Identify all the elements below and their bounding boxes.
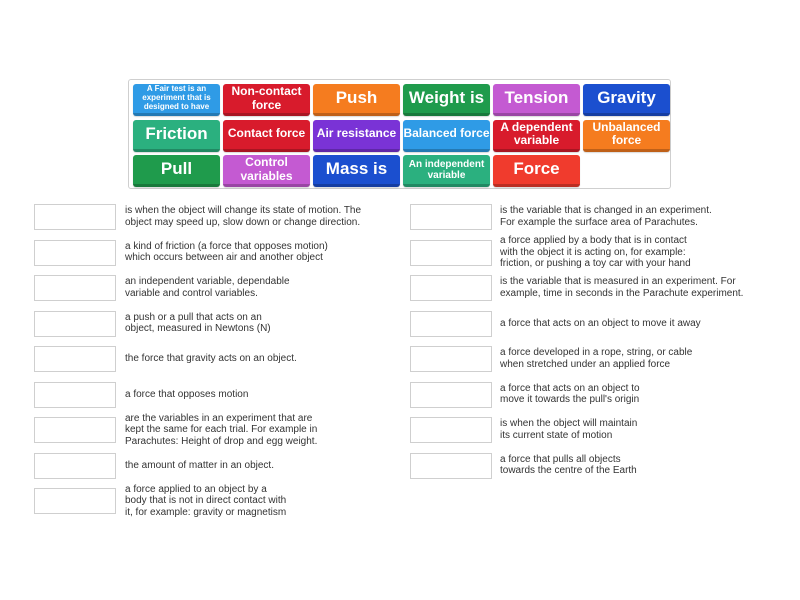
right-description: a force that pulls all objects towards the centre of the Earth xyxy=(500,453,637,477)
left-drop-box[interactable] xyxy=(34,204,116,230)
right-drop-box[interactable] xyxy=(410,204,492,230)
right-drop-box[interactable] xyxy=(410,417,492,443)
left-description: a kind of friction (a force that opposes motion) which occurs between air and another object xyxy=(125,240,328,264)
answer-tile[interactable]: Non-contact force xyxy=(223,84,310,116)
answer-tile[interactable]: Air resistance xyxy=(313,120,400,152)
left-description: an independent variable, dependable variable and control variables. xyxy=(125,276,290,299)
left-drop-box[interactable] xyxy=(34,346,116,372)
answer-tile[interactable]: Unbalanced force xyxy=(583,120,670,152)
left-drop-box[interactable] xyxy=(34,488,116,514)
word-bank xyxy=(128,79,671,189)
left-description: a force applied to an object by a body that is not in direct contact with it, for example: gravity or magnetism xyxy=(125,483,287,518)
right-drop-box[interactable] xyxy=(410,240,492,266)
left-drop-box[interactable] xyxy=(34,311,116,337)
answer-tile[interactable]: Contact force xyxy=(223,120,310,152)
left-drop-box[interactable] xyxy=(34,382,116,408)
right-description: a force developed in a rope, string, or cable when stretched under an applied force xyxy=(500,347,693,370)
answer-tile[interactable]: Control variables xyxy=(223,155,310,187)
answer-tile[interactable]: Balanced force xyxy=(403,120,490,152)
left-drop-box[interactable] xyxy=(34,240,116,266)
left-description: the force that gravity acts on an object. xyxy=(125,353,297,365)
answer-tile[interactable]: Weight is xyxy=(403,84,490,116)
left-description: a force that opposes motion xyxy=(125,388,249,400)
right-drop-box[interactable] xyxy=(410,311,492,337)
right-description: is the variable that is measured in an experiment. For example, time in seconds in the Parachute experiment. xyxy=(500,276,744,299)
answer-tile[interactable]: Friction xyxy=(133,120,220,152)
right-drop-box[interactable] xyxy=(410,453,492,479)
answer-tile[interactable]: Force xyxy=(493,155,580,187)
answer-tile[interactable]: Mass is xyxy=(313,155,400,187)
left-description: is when the object will change its state of motion. The object may speed up, slow down or change direction. xyxy=(125,205,362,228)
left-description: a push or a pull that acts on an object, measured in Newtons (N) xyxy=(125,311,271,335)
left-drop-box[interactable] xyxy=(34,417,116,443)
right-description: a force applied by a body that is in contact with the object it is acting on, for example: friction, or pushing a toy car with your hand xyxy=(500,235,691,270)
answer-tile[interactable]: Gravity xyxy=(583,84,670,116)
right-drop-box[interactable] xyxy=(410,382,492,408)
left-description: the amount of matter in an object. xyxy=(125,459,274,471)
left-drop-box[interactable] xyxy=(34,275,116,301)
right-description: a force that acts on an object to move it towards the pull's origin xyxy=(500,382,640,406)
answer-tile[interactable]: Push xyxy=(313,84,400,116)
right-description: is the variable that is changed in an experiment. For example the surface area of Parachutes. xyxy=(500,205,712,228)
left-drop-box[interactable] xyxy=(34,453,116,479)
answer-tile[interactable]: A dependent variable xyxy=(493,120,580,152)
right-drop-box[interactable] xyxy=(410,346,492,372)
left-description: are the variables in an experiment that are kept the same for each trial. For example in Parachutes: Height of drop and egg weight. xyxy=(125,412,318,447)
answer-tile[interactable]: An independent variable xyxy=(403,155,490,187)
right-description: a force that acts on an object to move it away xyxy=(500,317,701,329)
answer-tile[interactable]: A Fair test is an experiment that is designed to have xyxy=(133,84,220,116)
answer-tile[interactable]: Tension xyxy=(493,84,580,116)
right-description: is when the object will maintain its current state of motion xyxy=(500,418,638,441)
right-drop-box[interactable] xyxy=(410,275,492,301)
answer-tile[interactable]: Pull xyxy=(133,155,220,187)
